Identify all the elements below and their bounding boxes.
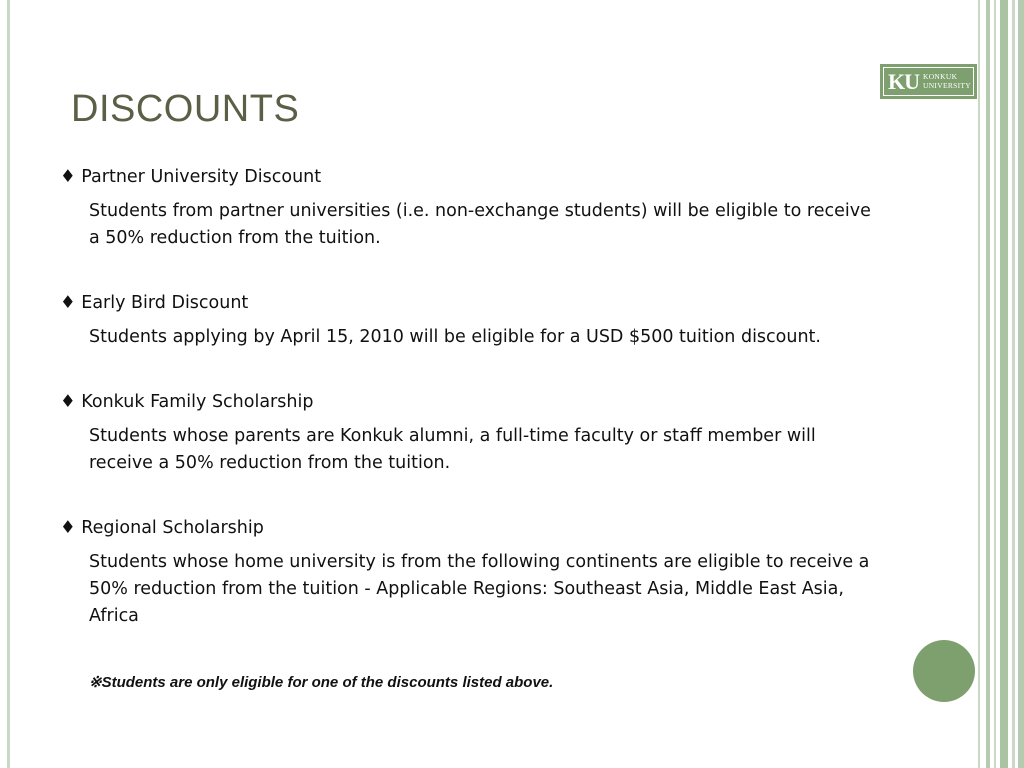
item-body: Students whose home university is from the following continents are eligible to receive a 50% reduction from the tuition - Applicable Regions: Southeast Asia, Middle East Asia, Africa (89, 552, 870, 626)
item-body: Students from partner universities (i.e. non-exchange students) will be eligible to receive a 50% reduction from the tuition. (89, 201, 871, 248)
list-item (60, 166, 900, 252)
list-item (60, 391, 900, 477)
diamond-bullet-icon: ♦ (60, 167, 76, 187)
discount-list (60, 166, 900, 670)
left-border-decoration (7, 0, 10, 768)
logo-name: KONKUK UNIVERSITY (923, 72, 971, 90)
decorative-circle (913, 640, 975, 702)
right-stripes-decoration (978, 0, 1024, 768)
list-item (60, 292, 900, 351)
item-heading: ♦ Early Bird Discount (60, 293, 249, 313)
item-body: Students whose parents are Konkuk alumni, a full-time faculty or staff member will receive a 50% reduction from the tuition. (89, 426, 816, 473)
list-item (60, 517, 900, 630)
item-heading: ♦ Partner University Discount (60, 167, 322, 187)
diamond-bullet-icon: ♦ (60, 293, 76, 313)
diamond-bullet-icon: ♦ (60, 518, 76, 538)
diamond-bullet-icon: ♦ (60, 392, 76, 412)
konkuk-university-logo (880, 64, 977, 99)
eligibility-note: ※Students are only eligible for one of the discounts listed above. (89, 674, 554, 691)
logo-mark: KU (888, 69, 919, 94)
item-body: Students applying by April 15, 2010 will be eligible for a USD $500 tuition discount. (89, 327, 821, 347)
item-heading: ♦ Konkuk Family Scholarship (60, 392, 314, 412)
item-heading: ♦ Regional Scholarship (60, 518, 264, 538)
slide-title: DISCOUNTS (71, 88, 300, 130)
